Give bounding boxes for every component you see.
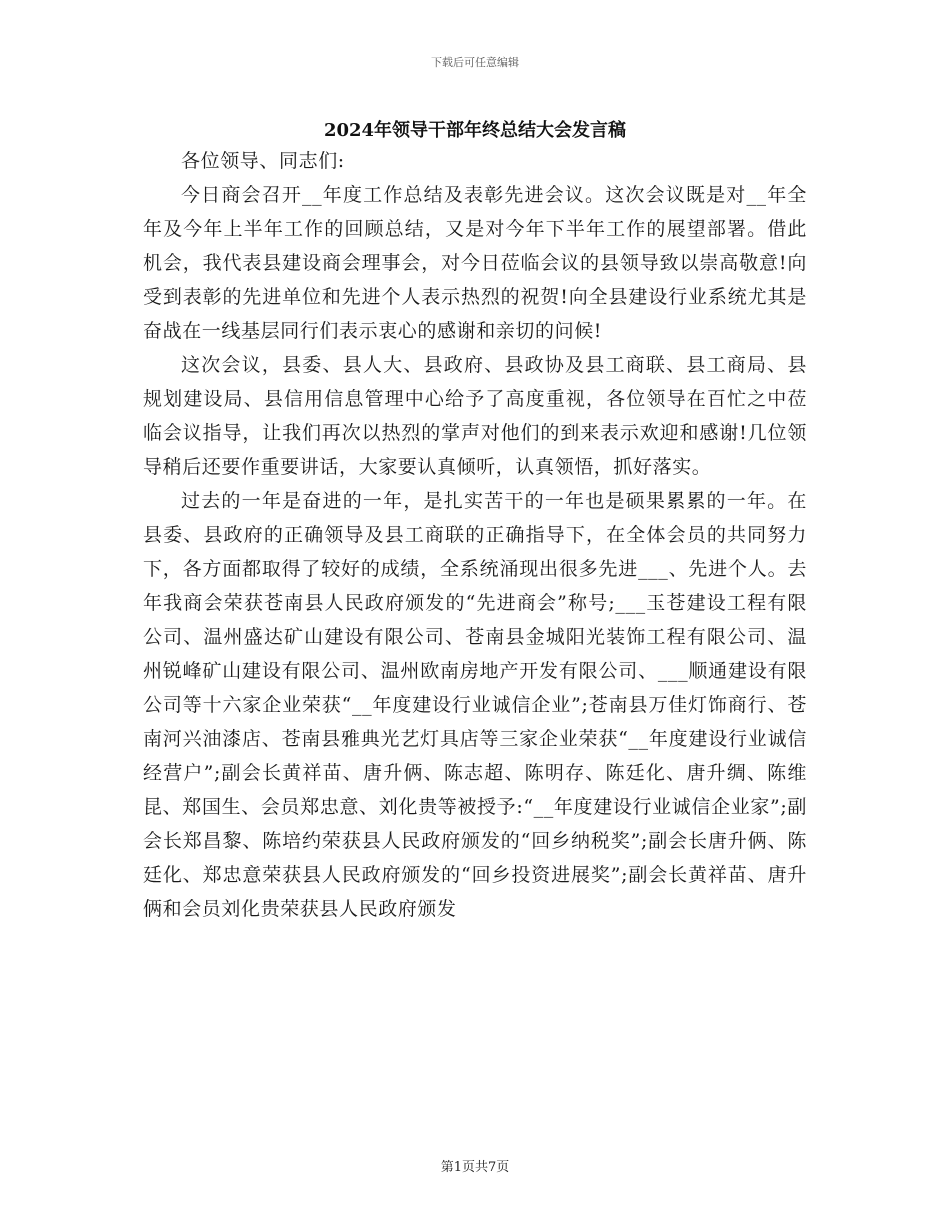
document-body [143,144,807,926]
document-title: 2024年领导干部年终总结大会发言稿 [323,120,627,141]
paragraph-3: 过去的一年是奋进的一年，是扎实苦干的一年也是硕果累累的一年。在县委、县政府的正确领导及县工商联的正确指导下，在全体会员的共同努力下，各方面都取得了较好的成绩，全系统涌现出很多先进___、先进个人。去年我商会荣获苍南县人民政府颁发的“先进商会”称号;___玉苍建设工程有限公司、温州盛达矿山建设有限公司、苍南县金城阳光装饰工程有限公司、温州锐峰矿山建设有限公司、温州欧南房地产开发有限公司、___顺通建设有限公司等十六家企业荣获“__年度建设行业诚信企业”;苍南县万佳灯饰商行、苍南河兴油漆店、苍南县雅典光艺灯具店等三家企业荣获“__年度建设行业诚信经营户”;副会长黄祥苗、唐升俩、陈志超、陈明存、陈廷化、唐升绸、陈维昆、郑国生、会员郑忠意、刘化贵等被授予:“__年度建设行业诚信企业家”;副会长郑昌黎、陈培约荣获县人民政府颁发的“回乡纳税奖”;副会长唐升俩、陈廷化、郑忠意荣获县人民政府颁发的“回乡投资进展奖”;副会长黄祥苗、唐升俩和会员刘化贵荣获县人民政府颁发 [143,490,807,920]
salutation: 各位领导、同志们: [181,150,345,172]
paragraph-2: 这次会议，县委、县人大、县政府、县政协及县工商联、县工商局、县规划建设局、县信用信息管理中心给予了高度重视，各位领导在百忙之中莅临会议指导，让我们再次以热烈的掌声对他们的到来表示欢迎和感谢!几位领导稍后还要作重要讲话，大家要认真倾听，认真领悟，抓好落实。 [143,354,807,478]
header-note: 下载后可任意编辑 [431,56,519,69]
paragraph-1: 今日商会召开__年度工作总结及表彰先进会议。这次会议既是对__年全年及今年上半年工作的回顾总结，又是对今年下半年工作的展望部署。借此机会，我代表县建设商会理事会，对今日莅临会议的县领导致以崇高敬意!向受到表彰的先进单位和先进个人表示热烈的祝贺!向全县建设行业系统尤其是奋战在一线基层同行们表示衷心的感谢和亲切的问候! [143,184,807,342]
page-footer: 第1页共7页 [440,1160,510,1175]
